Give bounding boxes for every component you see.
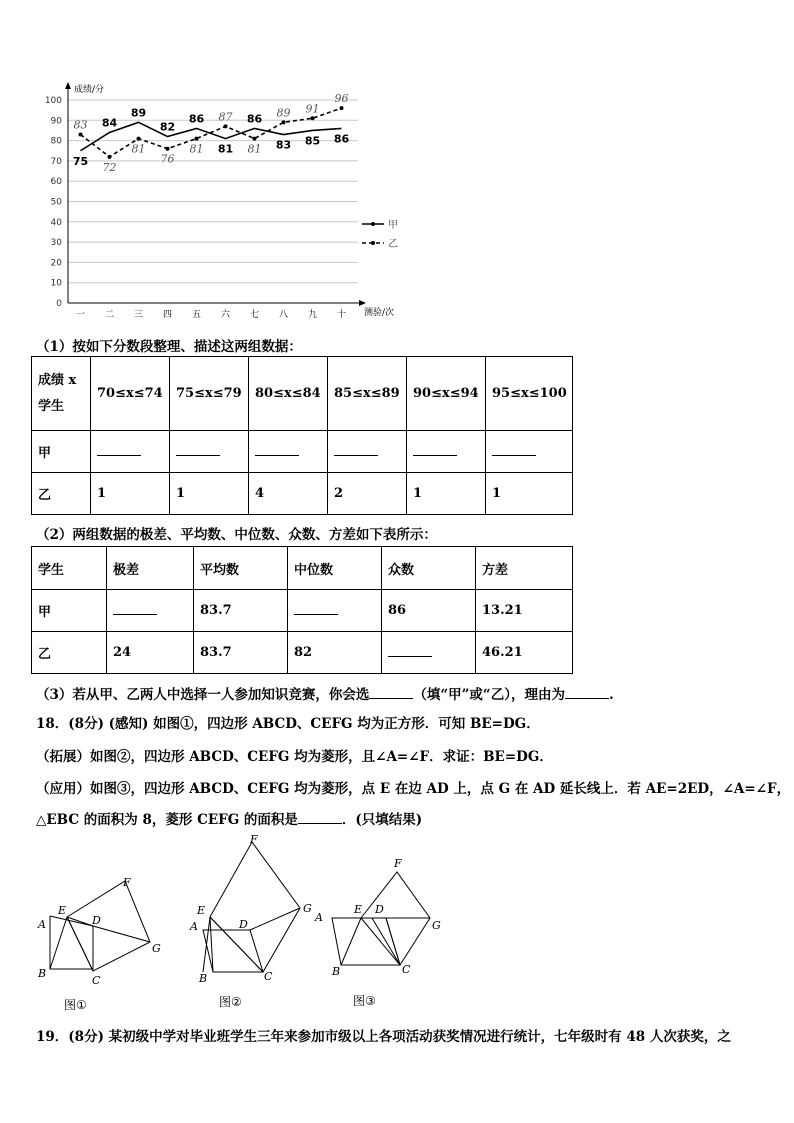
problem-19: 19．(8分) 某初级中学对毕业班学生三年来参加市级以上各项活动获奖情况进行统计，七年级时有 48 人次获奖，之 bbox=[36, 1029, 731, 1045]
range-header: 85≤x≤89 bbox=[328, 357, 407, 431]
column-header: 众数 bbox=[382, 547, 476, 590]
table-cell: 1 bbox=[170, 473, 249, 515]
table-cell: 83.7 bbox=[194, 590, 288, 632]
range-header: 70≤x≤74 bbox=[91, 357, 170, 431]
answer-blank[interactable] bbox=[565, 686, 609, 699]
x-tick-label: 三 bbox=[133, 310, 144, 320]
data-label: 83 bbox=[275, 138, 292, 152]
question-3: （3）若从甲、乙两人中选择一人参加知识竞赛，你会选 （填“甲”或“乙），理由为 . bbox=[36, 687, 614, 703]
x-tick-label: 一 bbox=[75, 310, 86, 320]
data-point bbox=[108, 155, 112, 159]
table-row bbox=[32, 431, 573, 473]
figure-2-rhombi bbox=[185, 830, 320, 990]
y-tick-label: 20 bbox=[50, 258, 62, 269]
data-label: 86 bbox=[246, 112, 263, 126]
column-header: 中位数 bbox=[288, 547, 382, 590]
table-cell: 46.21 bbox=[476, 632, 573, 674]
data-label: 89 bbox=[276, 106, 291, 120]
table-cell: 86 bbox=[382, 590, 476, 632]
svg-text:C: C bbox=[92, 974, 101, 987]
svg-text:A: A bbox=[38, 918, 46, 931]
series-line-0 bbox=[81, 122, 342, 150]
svg-text:A: A bbox=[190, 920, 198, 933]
x-tick-label: 二 bbox=[104, 310, 115, 320]
table-cell: 24 bbox=[107, 632, 194, 674]
range-header: 75≤x≤79 bbox=[170, 357, 249, 431]
column-header: 极差 bbox=[107, 547, 194, 590]
svg-text:B: B bbox=[199, 972, 208, 985]
figure-2-caption: 图② bbox=[219, 995, 242, 1009]
y-tick-label: 30 bbox=[50, 238, 62, 249]
score-range-table bbox=[31, 356, 573, 515]
data-label: 81 bbox=[247, 142, 262, 156]
data-label: 86 bbox=[188, 112, 205, 126]
svg-text:C: C bbox=[264, 970, 273, 983]
y-tick-label: 50 bbox=[50, 197, 62, 208]
range-header: 95≤x≤100 bbox=[486, 357, 573, 431]
data-label: 81 bbox=[189, 142, 204, 156]
y-tick-label: 70 bbox=[50, 156, 62, 167]
svg-text:G: G bbox=[432, 919, 441, 932]
data-point bbox=[79, 133, 83, 137]
column-header: 方差 bbox=[476, 547, 573, 590]
data-label: 72 bbox=[102, 160, 117, 174]
legend-marker bbox=[371, 241, 375, 245]
data-label: 91 bbox=[305, 102, 320, 116]
table-cell: 1 bbox=[91, 473, 170, 515]
y-tick-label: 100 bbox=[44, 96, 62, 106]
answer-blank[interactable] bbox=[249, 431, 328, 473]
y-axis-arrow bbox=[65, 82, 71, 89]
data-label: 84 bbox=[101, 116, 118, 130]
x-axis-label: 测验/次 bbox=[364, 308, 395, 318]
data-label: 86 bbox=[333, 132, 350, 146]
data-label: 83 bbox=[73, 118, 88, 132]
figure-1-squares bbox=[30, 870, 180, 990]
legend-label: 乙 bbox=[388, 239, 398, 250]
problem-18-line-4: △EBC 的面积为 8，菱形 CEFG 的面积是 ．(只填结果) bbox=[36, 812, 423, 828]
data-point bbox=[253, 137, 257, 141]
column-header: 学生 bbox=[32, 547, 107, 590]
data-point bbox=[166, 147, 170, 151]
svg-text:F: F bbox=[123, 876, 131, 889]
data-label: 89 bbox=[130, 106, 147, 120]
question-1: （1）按如下分数段整理、描述这两组数据： bbox=[36, 339, 302, 355]
data-point bbox=[340, 106, 344, 110]
data-label: 82 bbox=[159, 120, 176, 134]
answer-blank[interactable] bbox=[298, 811, 342, 824]
student-name: 甲 bbox=[32, 431, 91, 473]
range-header: 80≤x≤84 bbox=[249, 357, 328, 431]
data-label: 81 bbox=[131, 142, 146, 156]
data-point bbox=[137, 137, 141, 141]
x-tick-label: 九 bbox=[307, 310, 318, 320]
line-chart bbox=[40, 80, 400, 320]
answer-blank[interactable] bbox=[486, 431, 573, 473]
data-label: 96 bbox=[334, 92, 349, 106]
problem-18-line-1: 18．(8分) (感知) 如图①，四边形 ABCD、CEFG 均为正方形．可知 BE=DG． bbox=[36, 716, 540, 732]
figure-3-rhombi bbox=[310, 855, 450, 985]
column-header: 平均数 bbox=[194, 547, 288, 590]
answer-blank[interactable] bbox=[91, 431, 170, 473]
answer-blank[interactable] bbox=[382, 632, 476, 674]
x-tick-label: 十 bbox=[336, 310, 347, 320]
answer-blank[interactable] bbox=[369, 686, 413, 699]
range-header: 90≤x≤94 bbox=[407, 357, 486, 431]
table-cell: 13.21 bbox=[476, 590, 573, 632]
question-2: （2）两组数据的极差、平均数、中位数、众数、方差如下表所示： bbox=[36, 527, 437, 543]
answer-blank[interactable] bbox=[170, 431, 249, 473]
x-tick-label: 八 bbox=[278, 310, 289, 320]
table-row bbox=[32, 590, 573, 632]
student-name: 乙 bbox=[32, 632, 107, 674]
data-label: 76 bbox=[160, 152, 175, 166]
statistics-table bbox=[31, 546, 573, 674]
table-cell: 4 bbox=[249, 473, 328, 515]
svg-text:G: G bbox=[303, 902, 312, 915]
table-cell: 1 bbox=[407, 473, 486, 515]
table-cell: 82 bbox=[288, 632, 382, 674]
y-axis-label: 成绩/分 bbox=[74, 85, 105, 95]
svg-text:D: D bbox=[92, 914, 101, 927]
svg-text:B: B bbox=[38, 967, 47, 980]
data-point bbox=[195, 137, 199, 141]
svg-text:C: C bbox=[402, 963, 411, 976]
x-axis-arrow bbox=[359, 300, 366, 306]
y-tick-label: 90 bbox=[50, 116, 62, 127]
svg-text:D: D bbox=[239, 918, 248, 931]
y-tick-label: 0 bbox=[56, 299, 62, 309]
svg-text:B: B bbox=[332, 965, 341, 978]
svg-text:F: F bbox=[250, 833, 258, 846]
table-row bbox=[32, 632, 573, 674]
answer-blank[interactable] bbox=[107, 590, 194, 632]
data-label: 81 bbox=[217, 142, 234, 156]
x-tick-label: 六 bbox=[220, 310, 231, 320]
svg-text:D: D bbox=[375, 903, 384, 916]
figure-3-caption: 图③ bbox=[353, 994, 376, 1008]
problem-18-line-2: （拓展）如图②，四边形 ABCD、CEFG 均为菱形，且∠A=∠F．求证：BE=DG． bbox=[36, 749, 553, 765]
data-point bbox=[282, 120, 286, 124]
x-tick-label: 四 bbox=[162, 310, 173, 320]
svg-text:E: E bbox=[197, 904, 206, 917]
data-label: 87 bbox=[218, 110, 233, 124]
data-label: 85 bbox=[304, 134, 321, 148]
x-tick-label: 七 bbox=[249, 310, 260, 320]
student-name: 乙 bbox=[32, 473, 91, 515]
svg-text:F: F bbox=[394, 857, 402, 870]
answer-blank[interactable] bbox=[407, 431, 486, 473]
table-cell: 2 bbox=[328, 473, 407, 515]
svg-text:E: E bbox=[58, 904, 67, 917]
data-point bbox=[311, 116, 315, 120]
y-tick-label: 60 bbox=[50, 177, 62, 188]
svg-text:A: A bbox=[315, 911, 323, 924]
svg-text:G: G bbox=[152, 942, 161, 955]
student-name: 甲 bbox=[32, 590, 107, 632]
header-corner: 成绩 x 学生 bbox=[32, 357, 91, 431]
figure-1-caption: 图① bbox=[64, 998, 87, 1012]
y-tick-label: 40 bbox=[50, 217, 62, 228]
legend-label: 甲 bbox=[388, 220, 398, 231]
answer-blank[interactable] bbox=[288, 590, 382, 632]
legend-marker bbox=[371, 222, 375, 226]
y-tick-label: 80 bbox=[50, 136, 62, 147]
answer-blank[interactable] bbox=[328, 431, 407, 473]
problem-18-line-3: （应用）如图③，四边形 ABCD、CEFG 均为菱形，点 E 在边 AD 上，点 G 在 AD 延长线上．若 AE=2ED，∠A=∠F， bbox=[36, 781, 791, 797]
table-row bbox=[32, 473, 573, 515]
svg-text:E: E bbox=[354, 903, 363, 916]
data-label: 75 bbox=[72, 154, 89, 168]
x-tick-label: 五 bbox=[191, 310, 202, 320]
y-tick-label: 10 bbox=[50, 278, 62, 289]
table-cell: 83.7 bbox=[194, 632, 288, 674]
data-point bbox=[224, 124, 228, 128]
table-cell: 1 bbox=[486, 473, 573, 515]
